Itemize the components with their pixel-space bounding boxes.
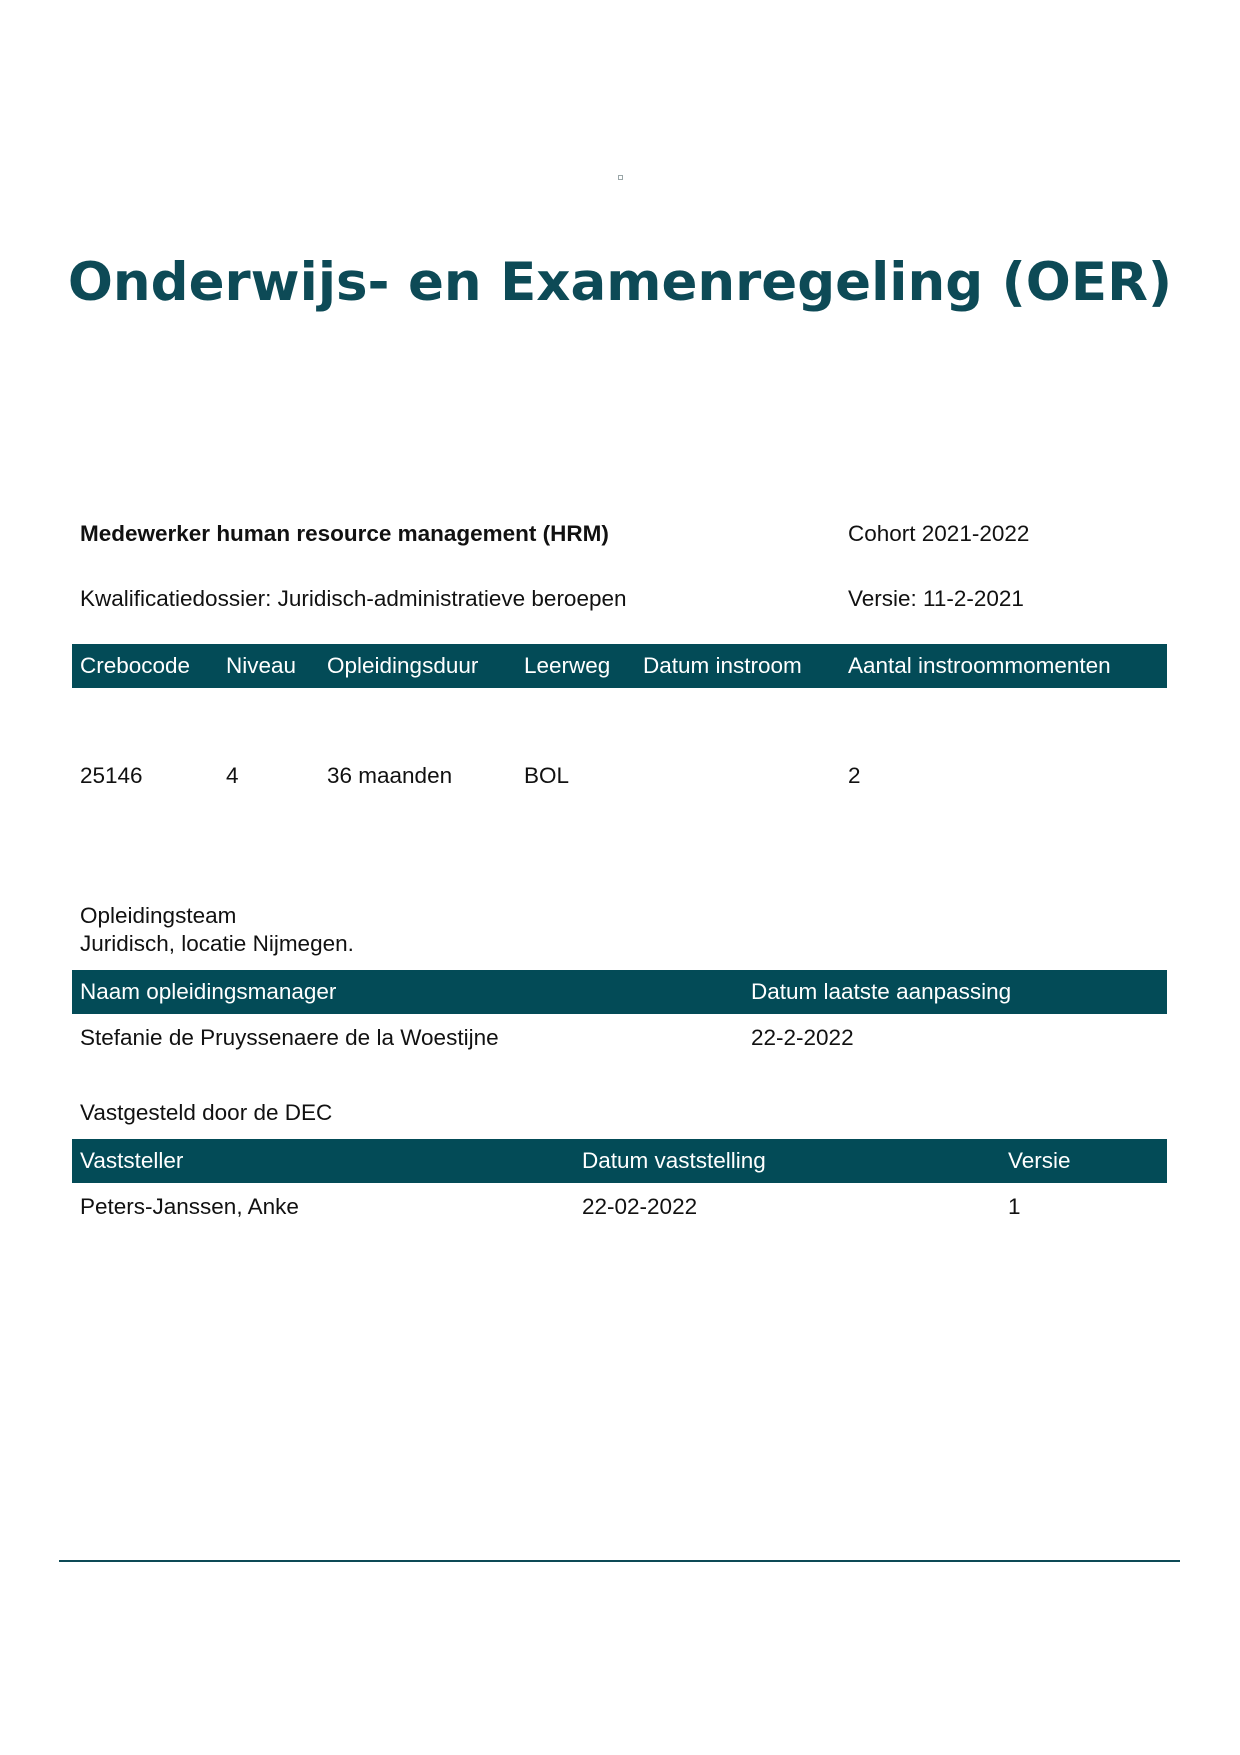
cell-niveau: 4 — [226, 763, 239, 788]
cell-datum-vaststelling: 22-02-2022 — [582, 1194, 698, 1219]
placeholder-marker-icon — [618, 175, 623, 180]
header-leerweg: Leerweg — [524, 653, 611, 678]
cell-leerweg: BOL — [524, 763, 570, 788]
qualification-dossier: Kwalificatiedossier: Juridisch-administratieve beroepen — [80, 586, 627, 611]
header-niveau: Niveau — [226, 653, 297, 678]
cell-manager-name: Stefanie de Pruyssenaere de la Woestijne — [80, 1025, 499, 1050]
header-opleidingsduur: Opleidingsduur — [327, 653, 479, 678]
cell-aantal-instroommomenten: 2 — [848, 763, 861, 788]
page-title: Onderwijs- en Examenregeling (OER) — [67, 252, 1173, 313]
header-datum-instroom: Datum instroom — [643, 653, 802, 678]
header-aantal-instroommomenten: Aantal instroommomenten — [848, 653, 1111, 678]
program-name: Medewerker human resource management (HRM) — [80, 521, 609, 546]
program-table-header — [72, 644, 1167, 688]
manager-table-header — [72, 970, 1167, 1014]
header-datum-laatste-aanpassing: Datum laatste aanpassing — [751, 979, 1012, 1004]
team-heading: Opleidingsteam — [80, 903, 237, 928]
cell-opleidingsduur: 36 maanden — [327, 763, 453, 788]
header-vaststeller: Vaststeller — [80, 1148, 184, 1173]
dec-table-header — [72, 1139, 1167, 1183]
header-versie: Versie — [1008, 1148, 1071, 1173]
team-location: Juridisch, locatie Nijmegen. — [80, 931, 354, 956]
cell-versie: 1 — [1008, 1194, 1021, 1219]
cohort-label: Cohort 2021-2022 — [848, 521, 1030, 546]
header-crebocode: Crebocode — [80, 653, 191, 678]
cell-last-modified: 22-2-2022 — [751, 1025, 854, 1050]
header-naam-opleidingsmanager: Naam opleidingsmanager — [80, 979, 337, 1004]
version-label: Versie: 11-2-2021 — [848, 586, 1024, 611]
header-datum-vaststelling: Datum vaststelling — [582, 1148, 766, 1173]
dec-heading: Vastgesteld door de DEC — [80, 1100, 333, 1125]
cell-crebocode: 25146 — [80, 763, 143, 788]
cell-vaststeller: Peters-Janssen, Anke — [80, 1194, 299, 1219]
footer-divider — [59, 1560, 1180, 1562]
